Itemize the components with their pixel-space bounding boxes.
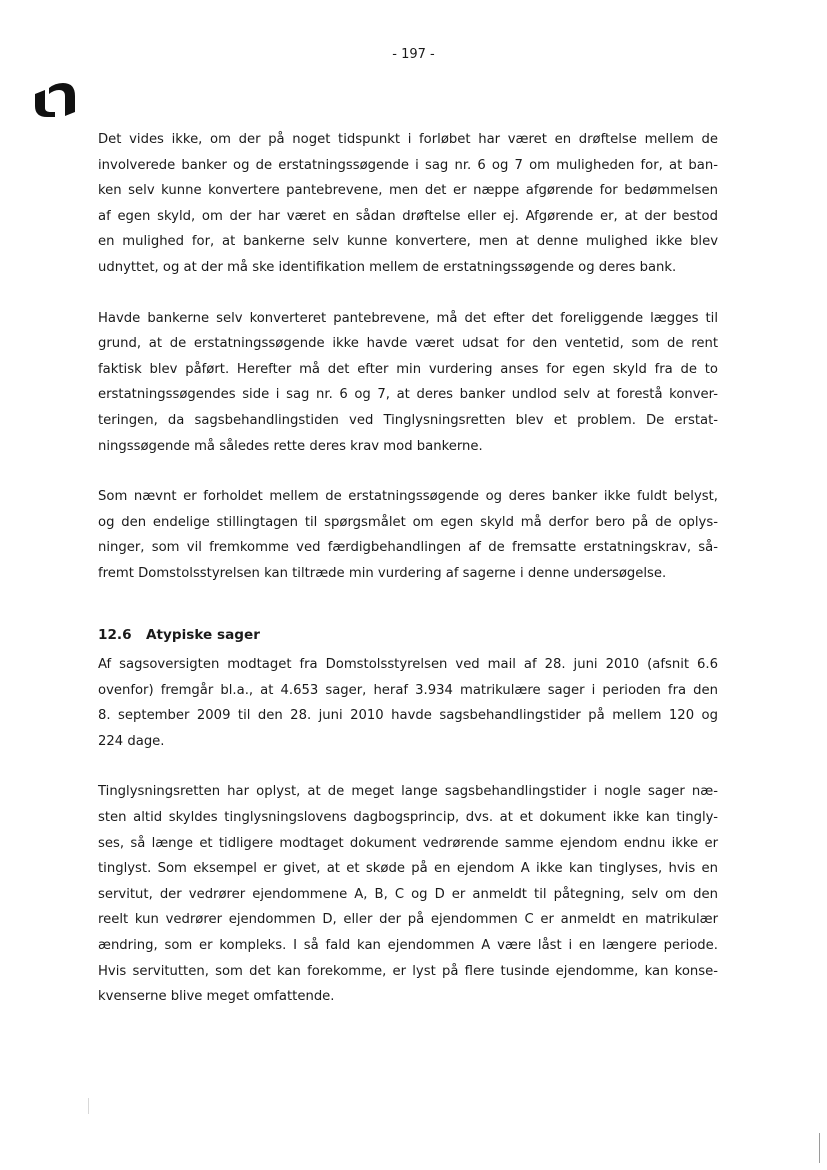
text-line: og den endelige stillingtagen til spørgsmålet om egen skyld må derfor bero på de oplys- xyxy=(98,514,718,530)
text-line: grund, at de erstatningssøgende ikke havde været udsat for den ventetid, som de rent xyxy=(98,336,718,352)
text-line: ses, så længe et tidligere modtaget dokument vedrørende samme ejendom endnu ikke er xyxy=(98,835,718,851)
paragraph xyxy=(98,652,718,754)
text-line: 8. september 2009 til den 28. juni 2010 havde sagsbehandlingstider på mellem 120 og xyxy=(98,708,718,724)
section-title: Atypiske sager xyxy=(146,626,260,643)
text-line: erstatningssøgendes side i sag nr. 6 og 7, at deres banker undlod selv at forestå konver- xyxy=(98,387,718,403)
intro-section xyxy=(98,127,718,587)
text-line: ningssøgende må således rette deres krav mod bankerne. xyxy=(98,438,483,454)
paragraph xyxy=(98,127,718,281)
page-edge-mark xyxy=(819,1133,820,1163)
text-line: reelt kun vedrører ejendommen D, eller der på ejendommen C er anmeldt en matrikulær xyxy=(98,912,718,928)
paragraph xyxy=(98,306,718,460)
text-line: Som nævnt er forholdet mellem de erstatningssøgende og deres banker ikke fuldt belyst, xyxy=(98,489,718,505)
section-number: 12.6 xyxy=(98,626,132,643)
paragraph xyxy=(98,484,718,586)
text-line: teringen, da sagsbehandlingstiden ved Tinglysningsretten blev et problem. De erstat- xyxy=(98,412,718,428)
text-line: kvenserne blive meget omfattende. xyxy=(98,989,335,1005)
text-line: fremt Domstolsstyrelsen kan tiltræde min vurdering af sagerne i denne undersøgelse. xyxy=(98,565,667,581)
text-line: en mulighed for, at bankerne selv kunne konvertere, men at denne mulighed ikke blev xyxy=(98,234,718,250)
ombudsman-logo-icon xyxy=(33,82,77,118)
text-line: ninger, som vil fremkomme ved færdigbehandlingen af de fremsatte erstatningskrav, så- xyxy=(98,540,718,556)
text-line: 224 dage. xyxy=(98,733,165,749)
text-line: Hvis servitutten, som det kan forekomme, er lyst på flere tusinde ejendomme, kan konse- xyxy=(98,963,718,979)
text-line: Det vides ikke, om der på noget tidspunkt i forløbet har været en drøftelse mellem de xyxy=(98,132,718,147)
text-line: sten altid skyldes tinglysningslovens dagbogsprincip, dvs. at et dokument ikke kan tingly- xyxy=(98,810,718,826)
text-line: af egen skyld, om der har været en sådan drøftelse eller ej. Afgørende er, at der bestod xyxy=(98,208,718,224)
text-line: faktisk blev påført. Herefter må det efter min vurdering anses for egen skyld fra de to xyxy=(98,361,718,377)
scan-mark xyxy=(88,1098,89,1114)
text-line: ken selv kunne konvertere pantebrevene, men det er næppe afgørende for bedømmelsen xyxy=(98,183,718,199)
section-heading xyxy=(98,623,718,649)
text-line: ændring, som er kompleks. I så fald kan ejendommen A være låst i en længere periode. xyxy=(98,938,718,954)
paragraph xyxy=(98,779,718,1009)
text-line: ovenfor) fremgår bl.a., at 4.653 sager, heraf 3.934 matrikulære sager i perioden fra den xyxy=(98,682,718,698)
text-line: udnyttet, og at der må ske identifikation mellem de erstatningssøgende og deres bank. xyxy=(98,259,677,275)
document-body xyxy=(98,127,718,1010)
page-number: - 197 - xyxy=(392,47,435,62)
text-line: Tinglysningsretten har oplyst, at de meget lange sagsbehandlingstider i nogle sager næ- xyxy=(98,784,718,800)
text-line: Havde bankerne selv konverteret pantebrevene, må det efter det foreliggende lægges til xyxy=(98,310,718,326)
text-line: Af sagsoversigten modtaget fra Domstolsstyrelsen ved mail af 28. juni 2010 (afsnit 6.6 xyxy=(98,657,718,673)
section-body xyxy=(98,652,718,1010)
text-line: involverede banker og de erstatningssøgende i sag nr. 6 og 7 om muligheden for, at ban- xyxy=(98,157,718,173)
text-line: tinglyst. Som eksempel er givet, at et skøde på en ejendom A ikke kan tinglyses, hvis en xyxy=(98,861,718,877)
text-line: servitut, der vedrører ejendommene A, B, C og D er anmeldt til påtegning, selv om den xyxy=(98,886,718,902)
